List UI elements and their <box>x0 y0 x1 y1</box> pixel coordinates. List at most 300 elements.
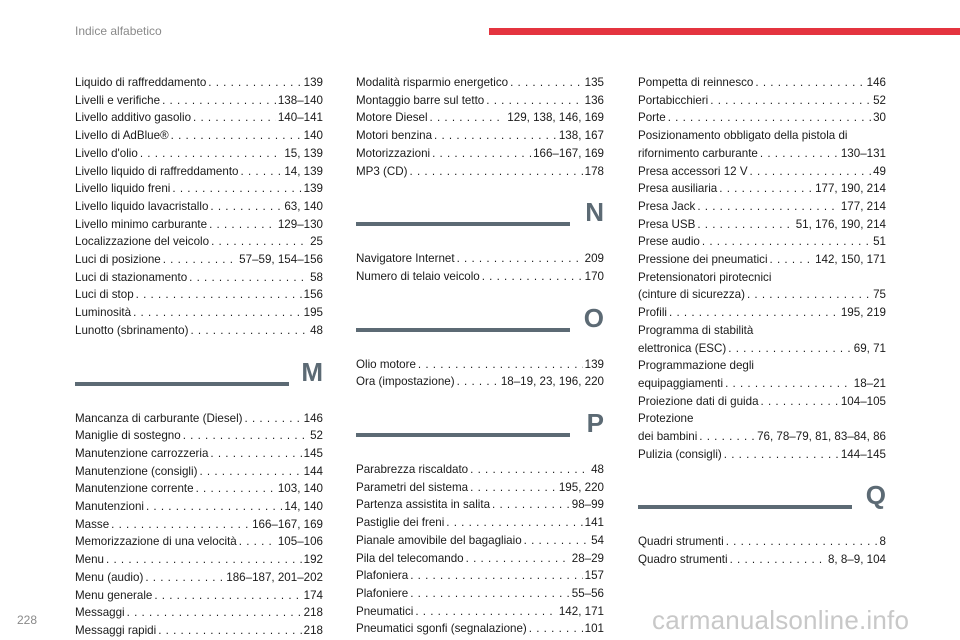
entry-label: Memorizzazione di una velocità <box>75 535 237 549</box>
index-entry <box>638 551 886 569</box>
entry-label: Lunotto (sbrinamento) <box>75 323 189 337</box>
dot-leader <box>162 92 276 110</box>
dot-leader <box>111 516 250 534</box>
dot-leader <box>728 340 851 358</box>
index-entry <box>356 356 604 374</box>
dot-leader <box>241 163 283 181</box>
index-entry <box>356 145 604 163</box>
entry-label: Pretensionatori pirotecnici <box>638 270 772 284</box>
index-entry <box>638 92 886 110</box>
entry-label: Pulizia (consigli) <box>638 447 722 461</box>
entry-pages: 166–167, 169 <box>252 517 323 531</box>
entry-label: Mancanza di carburante (Diesel) <box>75 411 243 425</box>
entry-label: elettronica (ESC) <box>638 341 727 355</box>
dot-leader <box>432 145 531 163</box>
dot-leader <box>466 550 570 568</box>
entry-pages: 30 <box>873 111 886 125</box>
section-rule <box>356 433 570 437</box>
entry-pages: 174 <box>303 588 323 602</box>
dot-leader <box>154 587 301 605</box>
index-entry <box>75 216 323 234</box>
index-entry <box>356 373 604 391</box>
dot-leader <box>209 216 276 234</box>
dot-leader <box>145 569 224 587</box>
index-entry <box>75 233 323 251</box>
entry-pages: 140–141 <box>277 111 323 125</box>
dot-leader <box>724 446 839 464</box>
entry-label: Numero di telaio veicolo <box>356 269 480 283</box>
entry-pages: 136 <box>584 93 604 107</box>
entry-pages: 177, 214 <box>840 199 886 213</box>
index-entry <box>75 127 323 145</box>
entry-pages: 55–56 <box>571 586 604 600</box>
entry-pages: 195, 220 <box>558 480 604 494</box>
dot-leader <box>171 127 302 145</box>
entry-pages: 177, 190, 214 <box>815 182 886 196</box>
dot-leader <box>669 304 839 322</box>
dot-leader <box>747 286 871 304</box>
entry-label: Livello liquido freni <box>75 182 171 196</box>
entry-pages: 166–167, 169 <box>533 146 604 160</box>
index-entry <box>75 533 323 551</box>
entry-pages: 142, 171 <box>558 604 604 618</box>
entry-label: Masse <box>75 517 110 531</box>
index-entry <box>75 251 323 269</box>
entry-pages: 140 <box>303 129 323 143</box>
index-entry <box>356 585 604 603</box>
entry-label: equipaggiamenti <box>638 376 724 390</box>
dot-leader <box>510 74 583 92</box>
index-entry <box>638 74 886 92</box>
index-entry <box>75 322 323 340</box>
dot-leader <box>208 74 301 92</box>
section-rule <box>356 222 570 226</box>
entry-label: Messaggi rapidi <box>75 623 157 637</box>
index-entry <box>75 427 323 445</box>
entry-pages: 144 <box>303 464 323 478</box>
entry-pages: 135 <box>584 76 604 89</box>
index-entry <box>638 428 886 446</box>
entry-pages: 192 <box>303 553 323 567</box>
index-entry <box>356 461 604 479</box>
entry-pages: 8 <box>879 535 886 549</box>
entry-label: Parametri del sistema <box>356 480 469 494</box>
entry-label: Modalità risparmio energetico <box>356 76 509 89</box>
entry-label: rifornimento carburante <box>638 146 758 160</box>
entry-pages: 14, 139 <box>284 164 323 178</box>
entry-label: Livello liquido di raffreddamento <box>75 164 239 178</box>
entry-pages: 57–59, 154–156 <box>239 253 323 267</box>
entry-label: Livello liquido lavacristallo <box>75 199 209 213</box>
dot-leader <box>172 180 301 198</box>
entry-label: Portabicchieri <box>638 93 709 107</box>
index-entry <box>356 479 604 497</box>
entry-pages: 51, 176, 190, 214 <box>795 217 886 231</box>
dot-leader <box>140 145 283 163</box>
dot-leader <box>196 480 276 498</box>
entry-pages: 98–99 <box>571 498 604 512</box>
entry-label: Porte <box>638 111 666 125</box>
index-entry <box>75 480 323 498</box>
entry-pages: 146 <box>303 411 323 425</box>
entry-label: Pianale amovibile del bagagliaio <box>356 533 522 547</box>
dot-leader <box>524 532 589 550</box>
index-entry <box>75 498 323 516</box>
entry-label: Plafoniera <box>356 569 409 583</box>
entry-label: Quadro strumenti <box>638 553 728 567</box>
section-header-n <box>356 197 604 246</box>
entry-label: Maniglie di sostegno <box>75 429 181 443</box>
index-entry <box>75 569 323 587</box>
section-header-o <box>356 302 604 352</box>
section-letter: O <box>583 302 604 333</box>
index-entry <box>75 163 323 181</box>
dot-leader <box>136 286 302 304</box>
dot-leader <box>418 356 583 374</box>
dot-leader <box>106 551 302 569</box>
dot-leader <box>410 163 583 181</box>
entry-pages: 129–130 <box>277 217 323 231</box>
dot-leader <box>190 322 308 340</box>
dot-leader <box>193 109 276 127</box>
entry-label: Presa ausiliaria <box>638 182 718 196</box>
entry-label: (cinture di sicurezza) <box>638 288 745 302</box>
entry-label: Protezione <box>638 412 694 426</box>
index-entry <box>356 620 604 638</box>
entry-label: Montaggio barre sul tetto <box>356 93 485 107</box>
dot-leader <box>239 533 276 551</box>
entry-label: Livello additivo gasolio <box>75 111 192 125</box>
entry-label: Pastiglie dei freni <box>356 516 445 530</box>
dot-leader <box>245 410 302 428</box>
entry-label: Pila del telecomando <box>356 551 464 565</box>
index-entry <box>75 180 323 198</box>
index-entry <box>638 251 886 269</box>
entry-label: Messaggi <box>75 606 125 620</box>
dot-leader <box>163 251 237 269</box>
dot-leader <box>430 109 506 127</box>
dot-leader <box>750 163 872 181</box>
entry-label: Presa accessori 12 V <box>638 164 748 178</box>
entry-pages: 8, 8–9, 104 <box>827 553 886 567</box>
index-entry <box>75 269 323 287</box>
entry-pages: 138, 167 <box>558 129 604 143</box>
entry-label: Motore Diesel <box>356 111 428 125</box>
entry-pages: 58 <box>310 270 323 284</box>
index-entry <box>638 286 886 304</box>
entry-pages: 156 <box>303 288 323 302</box>
dot-leader <box>697 198 839 216</box>
index-entry <box>75 109 323 127</box>
entry-pages: 104–105 <box>840 394 886 408</box>
entry-label: Parabrezza riscaldato <box>356 463 469 477</box>
dot-leader <box>486 92 582 110</box>
entry-label: Pneumatici <box>356 604 414 618</box>
entry-label: Motorizzazioni <box>356 146 431 160</box>
entry-label: Luci di posizione <box>75 253 161 267</box>
index-entry <box>638 357 886 375</box>
entry-label: Menu <box>75 553 105 567</box>
index-entry <box>638 410 886 428</box>
dot-leader <box>770 251 814 269</box>
index-entry <box>638 322 886 340</box>
entry-label: Manutenzione corrente <box>75 482 194 496</box>
index-entry <box>638 533 886 551</box>
index-entry <box>75 304 323 322</box>
dot-leader <box>668 109 871 127</box>
entry-label: Livello di AdBlue® <box>75 129 169 143</box>
index-entry <box>75 622 323 640</box>
dot-leader <box>457 373 499 391</box>
entry-label: Prese audio <box>638 235 700 249</box>
entry-label: Manutenzione (consigli) <box>75 464 198 478</box>
dot-leader <box>210 198 282 216</box>
page-number: 228 <box>17 613 38 627</box>
entry-pages: 195, 219 <box>840 306 886 320</box>
index-entry <box>356 250 604 268</box>
index-entry <box>638 127 886 145</box>
entry-pages: 54 <box>591 533 604 547</box>
index-entry <box>356 92 604 110</box>
entry-pages: 209 <box>584 252 604 266</box>
index-entry <box>638 269 886 287</box>
index-entry <box>75 463 323 481</box>
entry-label: Menu (audio) <box>75 570 144 584</box>
entry-label: Ora (impostazione) <box>356 375 455 389</box>
entry-pages: 48 <box>310 323 323 337</box>
index-entry <box>75 198 323 216</box>
index-entry <box>356 163 604 181</box>
index-entry <box>638 109 886 127</box>
entry-pages: 103, 140 <box>277 482 323 496</box>
entry-pages: 157 <box>584 569 604 583</box>
entry-label: Livelli e verifiche <box>75 93 161 107</box>
index-entry <box>75 516 323 534</box>
entry-label: Luci di stazionamento <box>75 270 188 284</box>
entry-pages: 52 <box>873 93 886 107</box>
entry-pages: 18–21 <box>853 376 886 390</box>
dot-leader <box>697 216 793 234</box>
entry-pages: 49 <box>873 164 886 178</box>
index-entry <box>638 198 886 216</box>
index-entry <box>356 514 604 532</box>
entry-label: Partenza assistita in salita <box>356 498 491 512</box>
dot-leader <box>761 393 839 411</box>
dot-leader <box>470 461 589 479</box>
entry-label: Livello minimo carburante <box>75 217 208 231</box>
entry-pages: 52 <box>310 429 323 443</box>
index-entry <box>356 74 604 92</box>
index-entry <box>356 603 604 621</box>
section-letter: N <box>585 197 604 228</box>
entry-label: Plafoniere <box>356 586 409 600</box>
header-accent-bar <box>489 28 960 35</box>
index-entry <box>75 587 323 605</box>
dot-leader <box>482 268 583 286</box>
dot-leader <box>199 463 301 481</box>
section-rule <box>356 328 570 332</box>
entry-label: Navigatore Internet <box>356 252 455 266</box>
index-entry <box>638 145 886 163</box>
index-entry <box>638 304 886 322</box>
dot-leader <box>457 250 583 268</box>
entry-label: dei bambini <box>638 430 698 444</box>
dot-leader <box>189 269 308 287</box>
entry-pages: 186–187, 201–202 <box>226 570 323 584</box>
entry-label: Menu generale <box>75 588 153 602</box>
section-letter: Q <box>865 480 886 511</box>
dot-leader <box>127 604 302 622</box>
dot-leader <box>726 533 878 551</box>
index-entry <box>638 163 886 181</box>
section-header-p <box>356 408 604 457</box>
running-header: Indice alfabetico <box>75 24 162 38</box>
entry-label: Profili <box>638 306 667 320</box>
index-entry <box>356 268 604 286</box>
index-entry <box>638 393 886 411</box>
dot-leader <box>492 496 570 514</box>
entry-pages: 139 <box>303 182 323 196</box>
index-entry <box>75 92 323 110</box>
entry-pages: 14, 140 <box>284 500 323 514</box>
dot-leader <box>146 498 282 516</box>
dot-leader <box>760 145 839 163</box>
entry-label: Livello d'olio <box>75 146 138 160</box>
entry-pages: 25 <box>310 235 323 249</box>
entry-pages: 170 <box>584 269 604 283</box>
entry-pages: 144–145 <box>840 447 886 461</box>
index-entry <box>75 286 323 304</box>
entry-label: Pneumatici sgonfi (segnalazione) <box>356 622 527 636</box>
entry-label: Presa Jack <box>638 199 696 213</box>
entry-label: MP3 (CD) <box>356 164 408 178</box>
entry-pages: 139 <box>303 76 323 89</box>
index-entry <box>356 567 604 585</box>
dot-leader <box>210 445 301 463</box>
entry-pages: 129, 138, 146, 169 <box>507 111 604 125</box>
entry-label: Olio motore <box>356 357 416 371</box>
index-column-1 <box>75 74 323 640</box>
dot-leader <box>158 622 301 640</box>
dot-leader <box>755 74 864 92</box>
entry-label: Quadri strumenti <box>638 535 724 549</box>
index-entry <box>638 216 886 234</box>
entry-pages: 76, 78–79, 81, 83–84, 86 <box>757 430 886 444</box>
index-entry <box>638 375 886 393</box>
entry-pages: 15, 139 <box>284 146 323 160</box>
index-entry <box>638 340 886 358</box>
entry-label: Programmazione degli <box>638 359 754 373</box>
dot-leader <box>719 180 813 198</box>
index-entry <box>638 180 886 198</box>
entry-label: Programma di stabilità <box>638 323 754 337</box>
index-entry <box>75 145 323 163</box>
index-entry <box>356 550 604 568</box>
index-entry <box>75 445 323 463</box>
entry-pages: 101 <box>584 622 604 636</box>
dot-leader <box>710 92 871 110</box>
dot-leader <box>410 585 570 603</box>
section-letter: M <box>301 356 323 387</box>
index-column-3 <box>638 74 886 569</box>
dot-leader <box>702 233 871 251</box>
dot-leader <box>415 603 557 621</box>
dot-leader <box>730 551 826 569</box>
entry-pages: 18–19, 23, 196, 220 <box>500 375 604 389</box>
dot-leader <box>699 428 755 446</box>
index-entry <box>356 532 604 550</box>
dot-leader <box>446 514 582 532</box>
entry-pages: 48 <box>591 463 604 477</box>
dot-leader <box>133 304 302 322</box>
entry-pages: 142, 150, 171 <box>815 253 886 267</box>
entry-pages: 145 <box>303 446 323 460</box>
entry-label: Motori benzina <box>356 129 433 143</box>
entry-label: Posizionamento obbligato della pistola di <box>638 129 848 143</box>
dot-leader <box>725 375 852 393</box>
entry-label: Luci di stop <box>75 288 134 302</box>
entry-label: Manutenzione carrozzeria <box>75 446 209 460</box>
index-entry <box>638 233 886 251</box>
entry-label: Manutenzioni <box>75 500 144 514</box>
index-column-2 <box>356 74 604 638</box>
dot-leader <box>183 427 308 445</box>
entry-pages: 146 <box>866 76 886 89</box>
entry-pages: 69, 71 <box>853 341 886 355</box>
entry-pages: 63, 140 <box>284 199 323 213</box>
dot-leader <box>211 233 308 251</box>
entry-label: Pompetta di reinnesco <box>638 76 754 89</box>
entry-pages: 75 <box>873 288 886 302</box>
entry-pages: 138–140 <box>277 93 323 107</box>
entry-label: Liquido di raffreddamento <box>75 76 207 89</box>
entry-pages: 195 <box>303 306 323 320</box>
section-rule <box>75 382 289 386</box>
entry-pages: 218 <box>303 606 323 620</box>
entry-pages: 139 <box>584 357 604 371</box>
entry-pages: 218 <box>303 623 323 637</box>
section-letter: P <box>586 408 604 439</box>
entry-label: Proiezione dati di guida <box>638 394 759 408</box>
section-header-m <box>75 356 323 406</box>
index-entry <box>356 109 604 127</box>
entry-pages: 28–29 <box>571 551 604 565</box>
dot-leader <box>529 620 583 638</box>
index-entry <box>638 446 886 464</box>
entry-pages: 178 <box>584 164 604 178</box>
section-rule <box>638 505 852 509</box>
entry-label: Luminosità <box>75 306 132 320</box>
index-entry <box>75 604 323 622</box>
entry-pages: 130–131 <box>840 146 886 160</box>
watermark: carmanualsonline.info <box>652 605 910 635</box>
index-entry <box>75 410 323 428</box>
entry-label: Pressione dei pneumatici <box>638 253 768 267</box>
index-entry <box>356 127 604 145</box>
entry-label: Localizzazione del veicolo <box>75 235 210 249</box>
index-entry <box>75 74 323 92</box>
dot-leader <box>470 479 557 497</box>
index-entry <box>356 496 604 514</box>
entry-pages: 141 <box>584 516 604 530</box>
section-header-q <box>638 480 886 529</box>
entry-label: Presa USB <box>638 217 696 231</box>
entry-pages: 105–106 <box>277 535 323 549</box>
index-entry <box>75 551 323 569</box>
dot-leader <box>434 127 557 145</box>
dot-leader <box>410 567 582 585</box>
entry-pages: 51 <box>873 235 886 249</box>
